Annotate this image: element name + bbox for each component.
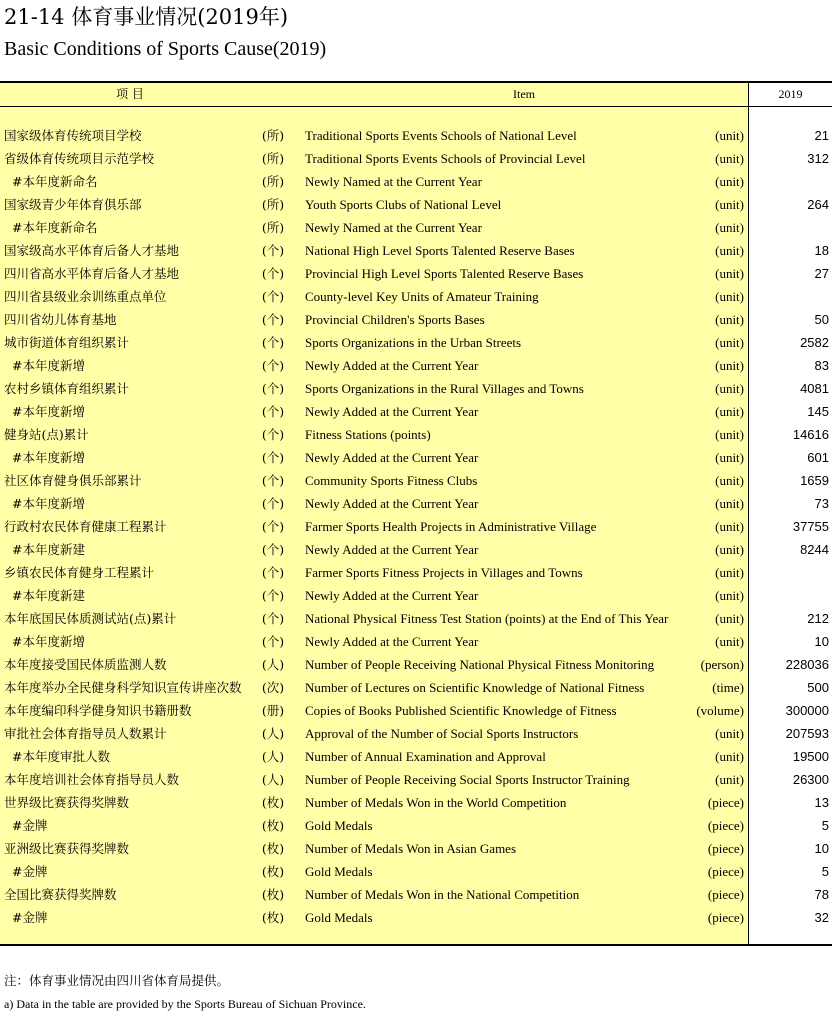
row-unit-cn: (个) — [261, 542, 285, 557]
row-unit-cn: (所) — [261, 128, 285, 143]
table-row — [0, 423, 832, 446]
table-row — [0, 676, 832, 699]
row-unit-en: (piece) — [707, 864, 744, 879]
row-unit-en: (unit) — [715, 289, 744, 304]
row-value-2019: 5 — [821, 864, 829, 879]
row-label-en: Number of Medals Won in the National Competition — [305, 887, 580, 902]
table-row — [0, 883, 832, 906]
row-label-en: Number of Annual Examination and Approval — [305, 749, 546, 764]
row-unit-en: (person) — [700, 657, 744, 672]
table-row — [0, 193, 832, 216]
table-row — [0, 377, 832, 400]
row-label-en: Newly Added at the Current Year — [305, 588, 479, 603]
row-value-2019: 10 — [814, 634, 829, 649]
row-label-cn: 亚洲级比赛获得奖牌数 — [4, 841, 130, 856]
table-body — [0, 124, 832, 929]
row-label-en: Farmer Sports Health Projects in Administrative Village — [305, 519, 597, 534]
table-row — [0, 791, 832, 814]
row-label-cn: 省级体育传统项目示范学校 — [4, 151, 155, 166]
table-row — [0, 147, 832, 170]
row-label-en: Youth Sports Clubs of National Level — [305, 197, 502, 212]
row-unit-cn: (所) — [261, 197, 285, 212]
row-label-cn: #本年度新增 — [12, 404, 85, 419]
table-row — [0, 262, 832, 285]
table-row — [0, 699, 832, 722]
row-label-cn: #本年度新建 — [12, 542, 85, 557]
row-label-en: Number of People Receiving Social Sports Instructor Training — [305, 772, 630, 787]
row-value-2019: 32 — [814, 910, 829, 925]
row-value-2019: 264 — [807, 197, 829, 212]
row-unit-cn: (个) — [261, 266, 285, 281]
row-value-2019: 228036 — [785, 657, 829, 672]
row-unit-en: (unit) — [715, 427, 744, 442]
row-label-en: Traditional Sports Events Schools of National Level — [305, 128, 577, 143]
row-value-2019: 207593 — [785, 726, 829, 741]
footnote-en: a) Data in the table are provided by the Sports Bureau of Sichuan Province. — [4, 997, 366, 1011]
row-label-en: Provincial Children's Sports Bases — [305, 312, 485, 327]
row-unit-en: (unit) — [715, 404, 744, 419]
row-label-cn: 本年度培训社会体育指导员人数 — [4, 772, 180, 787]
row-unit-en: (unit) — [715, 197, 744, 212]
row-label-cn: 社区体育健身俱乐部累计 — [4, 473, 142, 488]
row-unit-cn: (个) — [261, 335, 285, 350]
row-unit-en: (unit) — [715, 312, 744, 327]
row-value-2019: 50 — [814, 312, 829, 327]
row-unit-en: (unit) — [715, 128, 744, 143]
row-unit-en: (unit) — [715, 381, 744, 396]
row-label-en: Gold Medals — [305, 864, 373, 879]
row-unit-en: (unit) — [715, 266, 744, 281]
table-row — [0, 653, 832, 676]
row-unit-en: (piece) — [707, 887, 744, 902]
row-value-2019: 500 — [807, 680, 829, 695]
row-label-cn: #金牌 — [12, 818, 48, 833]
row-label-cn: #金牌 — [12, 910, 48, 925]
row-unit-en: (unit) — [715, 174, 744, 189]
row-label-en: National Physical Fitness Test Station (points) at the End of This Year — [305, 611, 669, 626]
row-label-cn: #本年度审批人数 — [12, 749, 110, 764]
row-label-en: Community Sports Fitness Clubs — [305, 473, 478, 488]
row-value-2019: 300000 — [785, 703, 829, 718]
table-row — [0, 745, 832, 768]
row-unit-en: (unit) — [715, 565, 744, 580]
row-unit-cn: (个) — [261, 312, 285, 327]
row-unit-cn: (个) — [261, 565, 285, 580]
row-unit-cn: (所) — [261, 220, 285, 235]
row-label-en: Newly Added at the Current Year — [305, 450, 479, 465]
header-year: 2019 — [778, 87, 803, 101]
row-unit-en: (unit) — [715, 749, 744, 764]
row-value-2019: 13 — [814, 795, 829, 810]
row-value-2019: 145 — [807, 404, 829, 419]
row-label-en: Farmer Sports Fitness Projects in Villages and Towns — [305, 565, 583, 580]
row-value-2019: 5 — [821, 818, 829, 833]
header-item-en: Item — [513, 87, 535, 101]
row-label-en: Number of Medals Won in Asian Games — [305, 841, 517, 856]
row-label-en: Approval of the Number of Social Sports Instructors — [305, 726, 579, 741]
row-unit-cn: (人) — [261, 749, 285, 764]
row-unit-cn: (所) — [261, 151, 285, 166]
table-row — [0, 124, 832, 147]
row-label-en: Newly Added at the Current Year — [305, 404, 479, 419]
row-unit-en: (unit) — [715, 496, 744, 511]
table-row — [0, 239, 832, 262]
row-unit-en: (unit) — [715, 726, 744, 741]
row-label-cn: #本年度新增 — [12, 358, 85, 373]
row-unit-en: (volume) — [696, 703, 744, 718]
row-unit-en: (unit) — [715, 151, 744, 166]
row-label-cn: 乡镇农民体育健身工程累计 — [4, 565, 155, 580]
table-row — [0, 630, 832, 653]
row-value-2019: 73 — [814, 496, 829, 511]
row-unit-en: (unit) — [715, 519, 744, 534]
header-item-cn: 项 目 — [116, 87, 144, 101]
row-unit-en: (unit) — [715, 243, 744, 258]
table-bottom-rule — [0, 944, 832, 946]
row-unit-en: (unit) — [715, 542, 744, 557]
row-value-2019: 601 — [807, 450, 829, 465]
row-value-2019: 4081 — [800, 381, 829, 396]
row-unit-cn: (个) — [261, 496, 285, 511]
row-label-cn: #本年度新命名 — [12, 174, 98, 189]
row-unit-cn: (枚) — [261, 795, 285, 810]
row-unit-cn: (枚) — [261, 818, 285, 833]
row-unit-cn: (个) — [261, 450, 285, 465]
table-row — [0, 837, 832, 860]
row-unit-en: (unit) — [715, 220, 744, 235]
row-label-en: Number of People Receiving National Physical Fitness Monitoring — [305, 657, 655, 672]
table-row — [0, 354, 832, 377]
row-label-en: Number of Lectures on Scientific Knowledge of National Fitness — [305, 680, 645, 695]
row-unit-cn: (个) — [261, 611, 285, 626]
row-unit-cn: (个) — [261, 519, 285, 534]
row-label-cn: #本年度新增 — [12, 496, 85, 511]
row-unit-cn: (个) — [261, 404, 285, 419]
row-unit-cn: (册) — [261, 703, 285, 718]
row-label-en: Newly Added at the Current Year — [305, 358, 479, 373]
row-label-en: Sports Organizations in the Rural Villages and Towns — [305, 381, 584, 396]
row-label-cn: 国家级高水平体育后备人才基地 — [4, 243, 180, 258]
row-value-2019: 14616 — [792, 427, 829, 442]
row-unit-en: (unit) — [715, 450, 744, 465]
row-label-cn: 世界级比赛获得奖牌数 — [4, 795, 130, 810]
row-label-cn: 农村乡镇体育组织累计 — [4, 381, 130, 396]
row-unit-en: (unit) — [715, 772, 744, 787]
row-value-2019: 1659 — [800, 473, 829, 488]
statistics-table — [0, 81, 832, 946]
row-label-cn: 四川省高水平体育后备人才基地 — [4, 266, 180, 281]
row-label-cn: #本年度新增 — [12, 634, 85, 649]
table-row — [0, 515, 832, 538]
table-row — [0, 331, 832, 354]
row-unit-cn: (人) — [261, 657, 285, 672]
table-row — [0, 308, 832, 331]
row-unit-en: (piece) — [707, 795, 744, 810]
row-label-cn: #本年度新增 — [12, 450, 85, 465]
row-unit-cn: (个) — [261, 588, 285, 603]
table-row — [0, 860, 832, 883]
table-row — [0, 285, 832, 308]
row-value-2019: 37755 — [792, 519, 829, 534]
row-label-en: Newly Named at the Current Year — [305, 174, 482, 189]
row-label-en: Fitness Stations (points) — [305, 427, 431, 442]
row-unit-en: (unit) — [715, 611, 744, 626]
row-label-cn: 本年度举办全民健身科学知识宣传讲座次数 — [4, 680, 242, 695]
table-row — [0, 216, 832, 239]
row-unit-cn: (枚) — [261, 910, 285, 925]
row-label-cn: 四川省幼儿体育基地 — [4, 312, 117, 327]
row-label-cn: 行政村农民体育健康工程累计 — [4, 519, 167, 534]
row-unit-en: (piece) — [707, 841, 744, 856]
row-unit-cn: (人) — [261, 726, 285, 741]
row-label-en: Gold Medals — [305, 818, 373, 833]
table-row — [0, 492, 832, 515]
row-unit-cn: (个) — [261, 358, 285, 373]
row-label-cn: 国家级体育传统项目学校 — [4, 128, 142, 143]
row-label-cn: #金牌 — [12, 864, 48, 879]
row-unit-en: (time) — [712, 680, 744, 695]
table-row — [0, 814, 832, 837]
row-value-2019: 8244 — [800, 542, 829, 557]
row-unit-en: (unit) — [715, 634, 744, 649]
row-label-cn: 本年底国民体质测试站(点)累计 — [4, 611, 177, 626]
row-value-2019: 312 — [807, 151, 829, 166]
row-unit-cn: (所) — [261, 174, 285, 189]
row-label-cn: 审批社会体育指导员人数累计 — [4, 726, 167, 741]
row-label-cn: 四川省县级业余训练重点单位 — [4, 289, 167, 304]
row-value-2019: 27 — [814, 266, 829, 281]
table-row — [0, 584, 832, 607]
row-label-cn: 国家级青少年体育俱乐部 — [4, 197, 142, 212]
row-unit-cn: (枚) — [261, 887, 285, 902]
table-row — [0, 400, 832, 423]
row-label-en: Number of Medals Won in the World Competition — [305, 795, 567, 810]
row-label-cn: 本年度编印科学健身知识书籍册数 — [4, 703, 192, 718]
row-unit-en: (unit) — [715, 335, 744, 350]
row-unit-cn: (个) — [261, 243, 285, 258]
table-row — [0, 538, 832, 561]
row-label-en: Sports Organizations in the Urban Streets — [305, 335, 522, 350]
row-unit-cn: (枚) — [261, 864, 285, 879]
page-title-cn: 21-14 体育事业情况(2019年) — [4, 5, 289, 29]
row-unit-cn: (个) — [261, 473, 285, 488]
row-value-2019: 10 — [814, 841, 829, 856]
row-label-en: County-level Key Units of Amateur Training — [305, 289, 539, 304]
row-label-en: Newly Added at the Current Year — [305, 496, 479, 511]
row-label-cn: #本年度新建 — [12, 588, 85, 603]
row-label-cn: #本年度新命名 — [12, 220, 98, 235]
row-unit-cn: (枚) — [261, 841, 285, 856]
table-row — [0, 607, 832, 630]
table-row — [0, 768, 832, 791]
table-row — [0, 446, 832, 469]
row-value-2019: 18 — [814, 243, 829, 258]
row-unit-en: (piece) — [707, 818, 744, 833]
footnote-cn: 注：体育事业情况由四川省体育局提供。 — [4, 973, 230, 988]
row-label-en: Traditional Sports Events Schools of Provincial Level — [305, 151, 586, 166]
table-row — [0, 561, 832, 584]
row-value-2019: 212 — [807, 611, 829, 626]
row-label-cn: 本年度接受国民体质监测人数 — [4, 657, 167, 672]
row-unit-cn: (个) — [261, 289, 285, 304]
row-label-en: National High Level Sports Talented Reserve Bases — [305, 243, 575, 258]
row-label-en: Newly Named at the Current Year — [305, 220, 482, 235]
table-row — [0, 722, 832, 745]
row-unit-en: (unit) — [715, 588, 744, 603]
row-label-cn: 全国比赛获得奖牌数 — [4, 887, 117, 902]
row-value-2019: 2582 — [800, 335, 829, 350]
row-label-en: Copies of Books Published Scientific Knowledge of Fitness — [305, 703, 617, 718]
row-unit-cn: (个) — [261, 634, 285, 649]
row-value-2019: 78 — [814, 887, 829, 902]
row-value-2019: 26300 — [792, 772, 829, 787]
table-row — [0, 906, 832, 929]
row-unit-cn: (人) — [261, 772, 285, 787]
row-value-2019: 83 — [814, 358, 829, 373]
table-row — [0, 170, 832, 193]
row-unit-en: (unit) — [715, 473, 744, 488]
page-title-en: Basic Conditions of Sports Cause(2019) — [4, 38, 327, 60]
row-unit-cn: (个) — [261, 427, 285, 442]
row-unit-en: (unit) — [715, 358, 744, 373]
row-label-en: Gold Medals — [305, 910, 373, 925]
row-label-cn: 城市街道体育组织累计 — [4, 335, 130, 350]
row-unit-cn: (个) — [261, 381, 285, 396]
row-label-cn: 健身站(点)累计 — [4, 427, 89, 442]
row-unit-en: (piece) — [707, 910, 744, 925]
row-value-2019: 21 — [814, 128, 829, 143]
row-value-2019: 19500 — [792, 749, 829, 764]
header-rule — [0, 106, 832, 107]
row-unit-cn: (次) — [261, 680, 285, 695]
row-label-en: Newly Added at the Current Year — [305, 634, 479, 649]
row-label-en: Newly Added at the Current Year — [305, 542, 479, 557]
table-row — [0, 469, 832, 492]
row-label-en: Provincial High Level Sports Talented Reserve Bases — [305, 266, 584, 281]
